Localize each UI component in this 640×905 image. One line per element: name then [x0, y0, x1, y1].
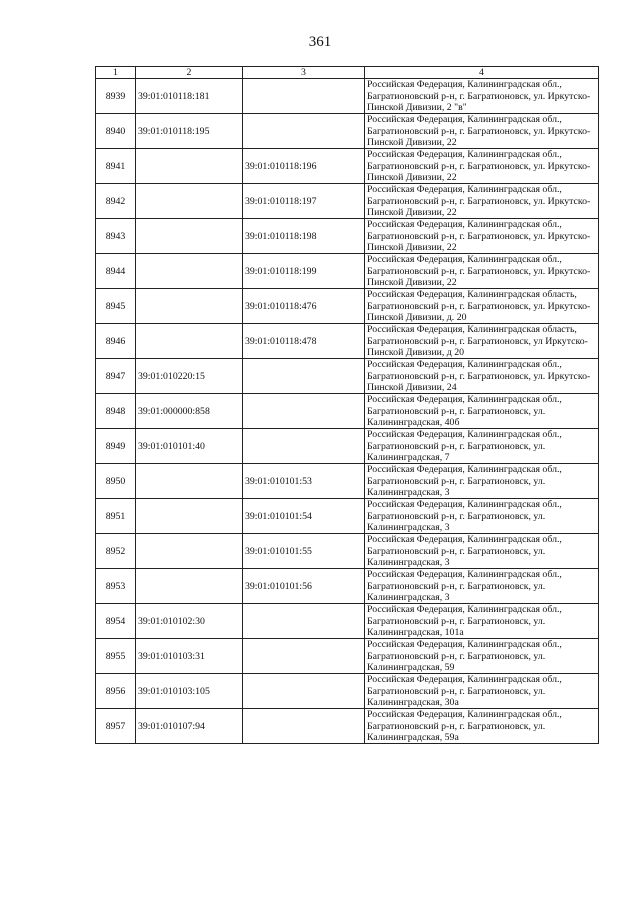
- address-cell: Российская Федерация, Калининградская обл., Багратионовский р-н, г. Багратионовск, ул. Иркутско-Пинской Дивизии, 22: [365, 149, 599, 184]
- header-col-4: 4: [365, 67, 599, 79]
- address-cell: Российская Федерация, Калининградская обл., Багратионовский р-н, г. Багратионовск, ул. Калининградская, 3: [365, 499, 599, 534]
- cadastral-number-col2: 39:01:010220:15: [136, 359, 243, 394]
- cadastral-number-col2: [136, 149, 243, 184]
- cadastral-number-col3: [243, 114, 365, 149]
- row-number: 8953: [96, 569, 136, 604]
- table-row: [96, 534, 599, 569]
- table-row: [96, 499, 599, 534]
- header-col-3: 3: [243, 67, 365, 79]
- cadastral-number-col3: 39:01:010118:196: [243, 149, 365, 184]
- header-col-2: 2: [136, 67, 243, 79]
- cadastral-number-col2: 39:01:000000:858: [136, 394, 243, 429]
- cadastral-number-col2: 39:01:010103:31: [136, 639, 243, 674]
- cadastral-number-col2: [136, 184, 243, 219]
- cadastral-number-col3: [243, 79, 365, 114]
- address-cell: Российская Федерация, Калининградская обл., Багратионовский р-н, г. Багратионовск, ул. Иркутско-Пинской Дивизии, 22: [365, 114, 599, 149]
- table-header-row: [96, 67, 599, 79]
- cadastral-number-col3: [243, 394, 365, 429]
- row-number: 8952: [96, 534, 136, 569]
- cadastral-number-col2: [136, 324, 243, 359]
- cadastral-number-col2: [136, 254, 243, 289]
- cadastral-number-col3: 39:01:010118:199: [243, 254, 365, 289]
- table-row: [96, 429, 599, 464]
- address-cell: Российская Федерация, Калининградская обл., Багратионовский р-н, г. Багратионовск, ул. Калининградская, 59а: [365, 709, 599, 744]
- cadastral-number-col2: [136, 569, 243, 604]
- table-row: [96, 569, 599, 604]
- cadastral-number-col2: 39:01:010107:94: [136, 709, 243, 744]
- row-number: 8955: [96, 639, 136, 674]
- table-row: [96, 219, 599, 254]
- table-row: [96, 289, 599, 324]
- cadastral-number-col2: 39:01:010118:195: [136, 114, 243, 149]
- cadastral-number-col2: [136, 499, 243, 534]
- cadastral-number-col2: [136, 219, 243, 254]
- cadastral-number-col3: [243, 639, 365, 674]
- cadastral-number-col2: 39:01:010103:105: [136, 674, 243, 709]
- cadastral-number-col3: 39:01:010118:478: [243, 324, 365, 359]
- cadastral-number-col3: 39:01:010101:56: [243, 569, 365, 604]
- address-cell: Российская Федерация, Калининградская обл., Багратионовский р-н, г. Багратионовск, ул. Иркутско-Пинской Дивизии, 2 "в": [365, 79, 599, 114]
- table-row: [96, 149, 599, 184]
- table-row: [96, 639, 599, 674]
- row-number: 8941: [96, 149, 136, 184]
- row-number: 8940: [96, 114, 136, 149]
- cadastral-number-col3: [243, 709, 365, 744]
- address-cell: Российская Федерация, Калининградская обл., Багратионовский р-н, г. Багратионовск, ул. Калининградская, 101а: [365, 604, 599, 639]
- address-cell: Российская Федерация, Калининградская обл., Багратионовский р-н, г. Багратионовск, ул. Иркутско-Пинской Дивизии, 24: [365, 359, 599, 394]
- address-cell: Российская Федерация, Калининградская область, Багратионовский р-н, г. Багратионовск, ул Иркутско-Пинской Дивизии, д 20: [365, 324, 599, 359]
- cadastral-number-col3: [243, 359, 365, 394]
- address-cell: Российская Федерация, Калининградская обл., Багратионовский р-н, г. Багратионовск, ул. Иркутско-Пинской Дивизии, 22: [365, 254, 599, 289]
- row-number: 8946: [96, 324, 136, 359]
- row-number: 8957: [96, 709, 136, 744]
- row-number: 8949: [96, 429, 136, 464]
- address-cell: Российская Федерация, Калининградская обл., Багратионовский р-н, г. Багратионовск, ул. Калининградская, 7: [365, 429, 599, 464]
- cadastral-number-col2: 39:01:010118:181: [136, 79, 243, 114]
- cadastral-number-col2: [136, 464, 243, 499]
- address-cell: Российская Федерация, Калининградская обл., Багратионовский р-н, г. Багратионовск, ул. Калининградская, 3: [365, 534, 599, 569]
- cadastral-number-col3: [243, 429, 365, 464]
- table-row: [96, 184, 599, 219]
- cadastral-number-col3: 39:01:010101:54: [243, 499, 365, 534]
- address-cell: Российская Федерация, Калининградская обл., Багратионовский р-н, г. Багратионовск, ул. Калининградская, 3: [365, 464, 599, 499]
- row-number: 8954: [96, 604, 136, 639]
- cadastral-number-col3: [243, 604, 365, 639]
- cadastral-number-col2: [136, 534, 243, 569]
- table-row: [96, 254, 599, 289]
- cadastral-number-col3: 39:01:010118:476: [243, 289, 365, 324]
- table-row: [96, 464, 599, 499]
- page-number: 361: [308, 34, 332, 50]
- table-row: [96, 394, 599, 429]
- cadastral-registry-table: [95, 66, 599, 744]
- row-number: 8943: [96, 219, 136, 254]
- cadastral-number-col2: 39:01:010101:40: [136, 429, 243, 464]
- cadastral-number-col3: [243, 674, 365, 709]
- table-row: [96, 709, 599, 744]
- row-number: 8948: [96, 394, 136, 429]
- cadastral-number-col3: 39:01:010101:53: [243, 464, 365, 499]
- row-number: 8947: [96, 359, 136, 394]
- address-cell: Российская Федерация, Калининградская обл., Багратионовский р-н, г. Багратионовск, ул. Калининградская, 30а: [365, 674, 599, 709]
- table-row: [96, 79, 599, 114]
- row-number: 8939: [96, 79, 136, 114]
- cadastral-number-col3: 39:01:010118:198: [243, 219, 365, 254]
- row-number: 8942: [96, 184, 136, 219]
- address-cell: Российская Федерация, Калининградская обл., Багратионовский р-н, г. Багратионовск, ул. Калининградская, 59: [365, 639, 599, 674]
- cadastral-number-col2: [136, 289, 243, 324]
- row-number: 8945: [96, 289, 136, 324]
- cadastral-number-col3: 39:01:010118:197: [243, 184, 365, 219]
- row-number: 8956: [96, 674, 136, 709]
- table-row: [96, 359, 599, 394]
- table-row: [96, 114, 599, 149]
- address-cell: Российская Федерация, Калининградская обл., Багратионовский р-н, г. Багратионовск, ул. Калининградская, 3: [365, 569, 599, 604]
- address-cell: Российская Федерация, Калининградская обл., Багратионовский р-н, г. Багратионовск, ул. Иркутско-Пинской Дивизии, 22: [365, 184, 599, 219]
- row-number: 8950: [96, 464, 136, 499]
- address-cell: Российская Федерация, Калининградская обл., Багратионовский р-н, г. Багратионовск, ул. Иркутско-Пинской Дивизии, 22: [365, 219, 599, 254]
- row-number: 8951: [96, 499, 136, 534]
- address-cell: Российская Федерация, Калининградская обл., Багратионовский р-н, г. Багратионовск, ул. Калининградская, 40б: [365, 394, 599, 429]
- table-row: [96, 324, 599, 359]
- cadastral-number-col3: 39:01:010101:55: [243, 534, 365, 569]
- table-row: [96, 604, 599, 639]
- address-cell: Российская Федерация, Калининградская область, Багратионовский р-н, г. Багратионовск, ул. Иркутско-Пинской Дивизии, д. 20: [365, 289, 599, 324]
- cadastral-number-col2: 39:01:010102:30: [136, 604, 243, 639]
- header-col-1: 1: [96, 67, 136, 79]
- row-number: 8944: [96, 254, 136, 289]
- table-row: [96, 674, 599, 709]
